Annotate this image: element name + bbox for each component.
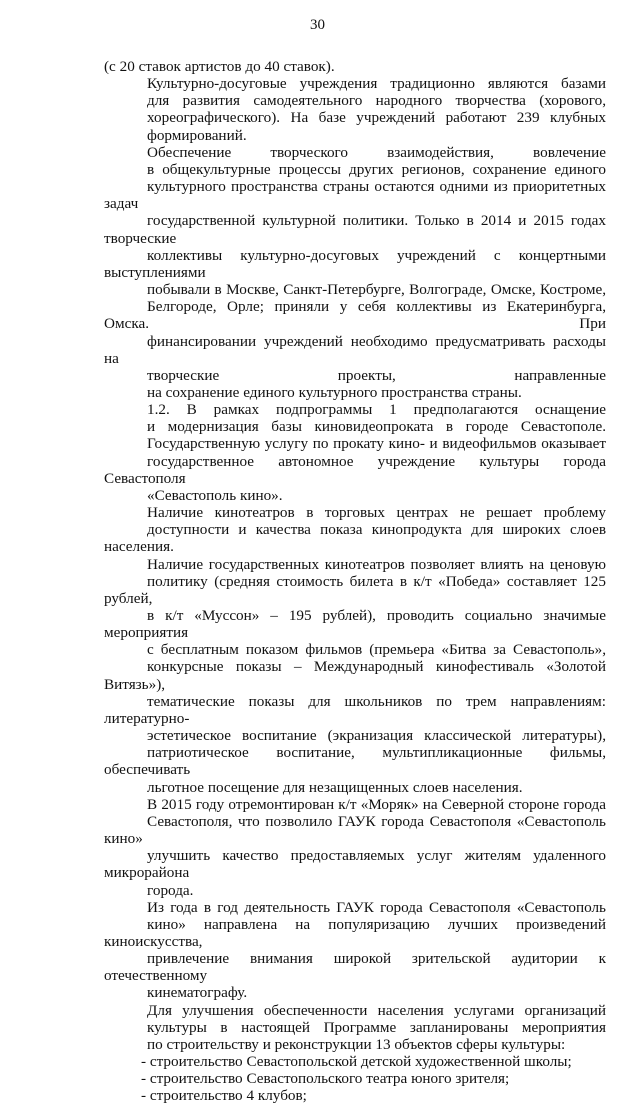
text-line: культуры в настоящей Программе запланированы мероприятия xyxy=(147,1018,606,1036)
paragraph-5 xyxy=(104,504,606,796)
text-line: хореографического). На базе учреждений работают 239 клубных xyxy=(147,109,606,127)
text-line: 1.2. В рамках подпрограммы 1 предполагаются оснащение xyxy=(147,401,606,419)
text-line: в к/т «Муссон» – 195 рублей), проводить социально значимые мероприятия xyxy=(104,607,606,642)
text-line: улучшить качество предоставляемых услуг жителям удаленного микрорайона xyxy=(104,847,606,882)
text-line: В 2015 году отремонтирован к/т «Моряк» на Северной стороне города xyxy=(147,795,606,813)
text-line: кино» направлена на популяризацию лучших произведений киноискусства, xyxy=(104,915,606,950)
text-line: по строительству и реконструкции 13 объектов сферы культуры: xyxy=(147,1035,566,1053)
text-line: на сохранение единого культурного пространства страны. xyxy=(147,383,522,401)
text-line: Культурно-досуговые учреждения традиционно являются базами xyxy=(147,75,606,93)
text-line: Из года в год деятельность ГАУК города Севастополя «Севастополь xyxy=(147,898,606,916)
text-line: Наличие государственных кинотеатров позволяет влиять на ценовую xyxy=(147,555,606,573)
text-line: творческие проекты, направленные xyxy=(147,366,606,384)
paragraph-6 xyxy=(104,796,606,899)
text-line: в общекультурные процессы других регионов, сохранение единого xyxy=(147,160,606,178)
paragraph-8 xyxy=(104,1002,606,1053)
text-line: патриотическое воспитание, мультипликационные фильмы, обеспечивать xyxy=(104,744,606,779)
text-line: государственной культурной политики. Только в 2014 и 2015 годах творческие xyxy=(104,212,606,247)
text-line: финансировании учреждений необходимо предусматривать расходы на xyxy=(104,332,606,367)
text-line: Государственную услугу по прокату кино- и видеофильмов оказывает xyxy=(147,435,606,453)
text-line: с бесплатным показом фильмов (премьера «Битва за Севастополь», xyxy=(147,641,606,659)
text-line: эстетическое воспитание (экранизация классической литературы), xyxy=(147,727,606,745)
text-line: «Севастополь кино». xyxy=(147,486,283,504)
text-line: Севастополя, что позволило ГАУК города Севастополя «Севастополь кино» xyxy=(104,812,606,848)
text-line: города. xyxy=(147,881,194,899)
text-line: льготное посещение для незащищенных слоев населения. xyxy=(147,778,523,796)
text-line: Обеспечение творческого взаимодействия, вовлечение xyxy=(147,143,606,161)
text-line: кинематографу. xyxy=(147,984,248,1002)
text-line: побывали в Москве, Санкт-Петербурге, Волгограде, Омске, Костроме, xyxy=(147,281,606,299)
text-line: тематические показы для школьников по трем направлениям: литературно- xyxy=(104,692,606,727)
text-line: Белгороде, Орле; приняли у себя коллективы из Екатеринбурга, Омска. При xyxy=(104,298,606,333)
text-line: коллективы культурно-досуговых учреждений с концертными выступлениями xyxy=(104,246,606,281)
list-item: - строительство Севастопольского театра юного зрителя; xyxy=(141,1070,510,1088)
paragraph-3 xyxy=(104,144,606,401)
text-line: Для улучшения обеспеченности населения услугами организаций xyxy=(147,1001,606,1019)
paragraph-2 xyxy=(104,75,606,144)
text-line: привлечение внимания широкой зрительской аудитории к отечественному xyxy=(104,950,606,985)
list-item: - строительство Севастопольской детской художественной школы; xyxy=(141,1053,572,1071)
paragraph-7 xyxy=(104,899,606,1002)
text-line: для развития самодеятельного народного творчества (хорового, xyxy=(147,92,606,110)
text-line: политику (средняя стоимость билета в к/т «Победа» составляет 125 рублей, xyxy=(104,572,606,607)
page-number: 30 xyxy=(310,17,325,33)
text-line: конкурсные показы – Международный кинофестиваль «Золотой Витязь»), xyxy=(104,658,606,693)
paragraph-1 xyxy=(104,58,606,75)
text-line: Наличие кинотеатров в торговых центрах не решает проблему xyxy=(147,504,606,522)
paragraph-4 xyxy=(104,401,606,504)
text-line: формирований. xyxy=(147,126,247,144)
document-body xyxy=(104,58,606,1105)
text-line: государственное автономное учреждение культуры города Севастополя xyxy=(104,452,606,487)
text-line: и модернизация базы киновидеопроката в городе Севастополе. xyxy=(147,418,606,436)
list-item: - строительство 4 клубов; xyxy=(141,1087,307,1105)
text-line: (с 20 ставок артистов до 40 ставок). xyxy=(104,58,335,75)
text-line: культурного пространства страны остаются одними из приоритетных задач xyxy=(104,178,606,213)
text-line: доступности и качества показа кинопродукта для широких слоев населения. xyxy=(104,521,606,556)
